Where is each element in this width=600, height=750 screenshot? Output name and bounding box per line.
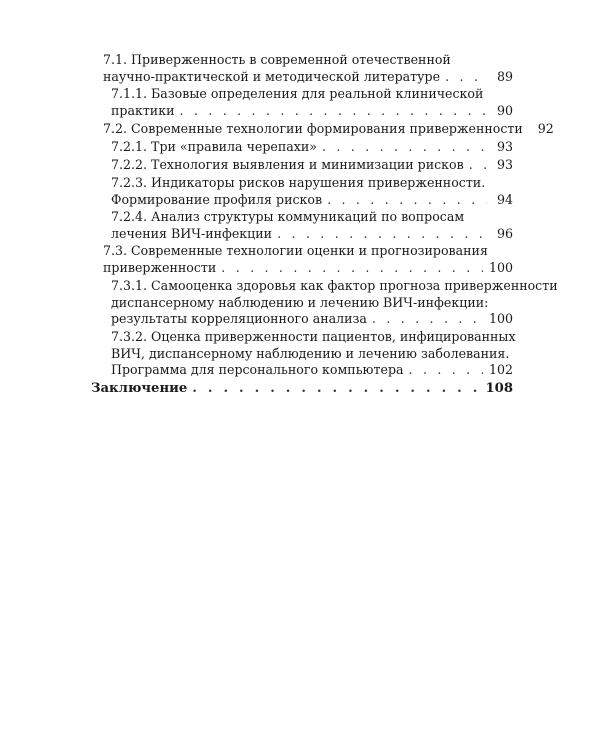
page-number: 90 xyxy=(496,102,513,118)
toc-entry-title: Программа для персонального компьютера xyxy=(111,362,404,377)
dot-leader xyxy=(221,260,483,277)
page-number: 100 xyxy=(488,259,513,275)
page-number: 102 xyxy=(488,362,513,377)
toc-entry-7-3 xyxy=(103,243,513,276)
toc-entry-title: результаты корреляционного анализа xyxy=(111,311,367,326)
page-number: 93 xyxy=(496,139,513,154)
toc-entry-title: практики xyxy=(111,102,175,118)
toc-entry-line: 7.3.1. Самооценка здоровья как фактор прогноза приверженности xyxy=(111,278,558,293)
toc-entry-title: лечения ВИЧ-инфекции xyxy=(111,225,273,241)
dot-leader xyxy=(327,192,487,209)
toc-entry-title: 7.2. Современные технологии формирования приверженности xyxy=(103,121,523,136)
toc-entry-title: Формирование профиля рисков xyxy=(111,191,323,207)
dot-leader xyxy=(372,311,483,328)
toc-entry-title: приверженности xyxy=(103,259,217,275)
toc-entry-conclusion xyxy=(91,381,513,398)
toc-entry-7-2-1 xyxy=(111,139,513,156)
page-number: 108 xyxy=(485,381,513,396)
toc-entry-line: ВИЧ, диспансерному наблюдению и лечению заболевания. xyxy=(111,345,510,361)
page-number: 94 xyxy=(496,191,513,207)
page-number: 100 xyxy=(488,311,513,326)
toc-entry-title: Заключение xyxy=(91,381,188,396)
toc-entry-title: научно-практической и методической литературе xyxy=(103,68,441,84)
toc-entry-line: 7.3. Современные технологии оценки и прогнозирования xyxy=(103,243,488,258)
toc-entry-7-1-1 xyxy=(111,86,513,119)
page-number: 96 xyxy=(496,225,513,241)
toc-entry-7-2-2 xyxy=(111,157,513,174)
toc-entry-7-2 xyxy=(103,121,554,138)
dot-leader xyxy=(322,139,487,156)
toc-entry-7-3-2 xyxy=(111,329,516,379)
toc-entry-7-1 xyxy=(103,52,513,85)
toc-entry-7-2-4 xyxy=(111,209,513,242)
toc-entry-7-3-1 xyxy=(111,278,558,328)
dot-leader xyxy=(277,226,487,243)
dot-leader xyxy=(445,69,487,86)
toc-entry-7-2-3 xyxy=(111,175,513,208)
page-number: 93 xyxy=(496,157,513,172)
toc-entry-line: 7.2.3. Индикаторы рисков нарушения приверженности. xyxy=(111,175,486,190)
page-number: 92 xyxy=(537,121,554,136)
dot-leader xyxy=(469,157,487,174)
dot-leader xyxy=(179,103,487,120)
toc-entry-line: 7.1. Приверженность в современной отечественной xyxy=(103,52,451,67)
dot-leader xyxy=(192,381,479,398)
dot-leader xyxy=(409,362,483,379)
toc-entry-line: 7.2.4. Анализ структуры коммуникаций по вопросам xyxy=(111,209,465,224)
toc-entry-title: 7.2.2. Технология выявления и минимизации рисков xyxy=(111,157,464,172)
toc-entry-line: 7.3.2. Оценка приверженности пациентов, инфицированных xyxy=(111,329,516,344)
page-number: 89 xyxy=(496,68,513,84)
toc-entry-line: 7.1.1. Базовые определения для реальной клинической xyxy=(111,86,484,101)
toc-entry-title: 7.2.1. Три «правила черепахи» xyxy=(111,139,317,154)
toc-entry-line: диспансерному наблюдению и лечению ВИЧ-инфекции: xyxy=(111,294,489,310)
